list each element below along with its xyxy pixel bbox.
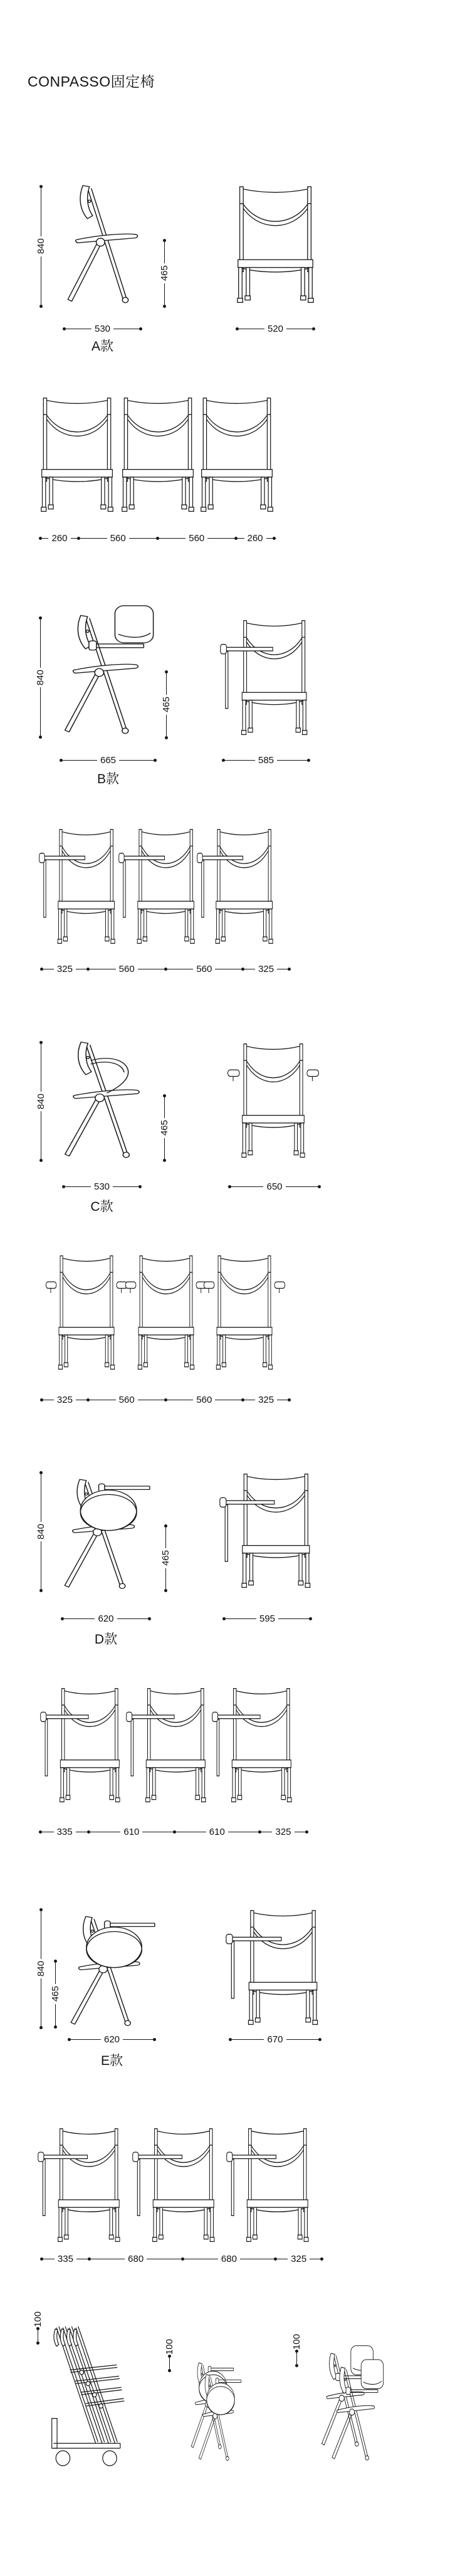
dim-line xyxy=(277,760,307,761)
dim-value: 100 xyxy=(291,2334,302,2350)
dim-dot xyxy=(36,2341,39,2345)
dim-segment xyxy=(277,2254,320,2264)
dim-row-a xyxy=(39,533,276,543)
dim-value: 335 xyxy=(56,1826,73,1837)
dim-value: 840 xyxy=(35,1523,46,1540)
dim-value: 560 xyxy=(110,532,126,544)
dim-value: 465 xyxy=(160,697,172,713)
dim-line xyxy=(71,2039,101,2040)
dim-dot xyxy=(39,1589,43,1592)
dim-seat-height-b xyxy=(161,670,171,739)
dim-row-e xyxy=(40,2254,323,2264)
row-b-chair-3 xyxy=(197,826,274,948)
dim-dot xyxy=(165,736,168,739)
dim-segment xyxy=(91,2254,181,2264)
dim-line xyxy=(80,538,107,539)
chair-a-front-view xyxy=(236,184,315,307)
dim-dot xyxy=(39,2026,43,2029)
dim-height-e xyxy=(36,1908,46,2029)
chair-d-front-view xyxy=(219,1471,312,1592)
dim-dot xyxy=(307,759,310,762)
chair-b-side-view xyxy=(60,605,156,738)
dim-line xyxy=(232,2039,264,2040)
row-d-chair-1 xyxy=(40,1686,122,1807)
dim-dot xyxy=(295,2364,298,2367)
dim-line xyxy=(296,2353,297,2364)
variant-b-label: B款 xyxy=(97,772,119,786)
chair-c-front-view xyxy=(227,1041,320,1162)
chair-c-side-view xyxy=(60,1040,144,1162)
variant-d-label: D款 xyxy=(94,1632,118,1647)
dim-line xyxy=(123,2039,153,2040)
row-b-chair-2 xyxy=(118,826,196,948)
chair-b-front-view xyxy=(220,618,309,739)
dim-segment xyxy=(244,964,288,974)
dim-dot xyxy=(138,1185,142,1188)
dim-dot xyxy=(39,736,42,739)
dim-line xyxy=(55,1963,56,1984)
chair-e-side-view xyxy=(66,1907,157,2030)
dim-value: 260 xyxy=(51,532,68,544)
dim-value: 650 xyxy=(266,1181,283,1192)
dim-height-c xyxy=(36,1041,46,1162)
dim-line xyxy=(164,283,165,305)
variant-e-label: E款 xyxy=(100,2054,123,2068)
dim-stack-nest-flat xyxy=(164,2336,174,2372)
dim-dot xyxy=(39,1159,43,1162)
dim-line xyxy=(286,2039,318,2040)
dim-seat-height-a xyxy=(159,239,169,308)
dim-line xyxy=(226,1618,256,1619)
dim-front-width-e xyxy=(229,2034,321,2044)
dim-value: 560 xyxy=(118,963,135,974)
variant-c-label: C款 xyxy=(90,1200,113,1214)
dim-line xyxy=(42,538,48,539)
stacked-chairs-trolley xyxy=(49,2320,128,2469)
dim-dot xyxy=(163,1159,166,1162)
variant-a-label: A款 xyxy=(91,339,113,354)
row-e-chair-3 xyxy=(226,2126,310,2246)
dim-dot xyxy=(139,327,142,330)
dim-stack-trolley xyxy=(33,2309,43,2345)
dim-line xyxy=(159,538,186,539)
nested-chairs-tablet-up xyxy=(307,2345,387,2467)
dim-segment xyxy=(43,2254,88,2264)
dim-line xyxy=(117,1618,148,1619)
dim-value: 595 xyxy=(259,1613,276,1624)
dim-segment xyxy=(90,964,164,974)
dim-line xyxy=(40,620,41,668)
dim-side-width-a xyxy=(63,324,142,334)
dim-line xyxy=(164,1138,165,1159)
dim-segment xyxy=(159,533,235,544)
dim-value: 665 xyxy=(100,754,117,766)
dim-line xyxy=(238,538,244,539)
dim-line xyxy=(165,1528,166,1548)
dim-seat-height-c xyxy=(159,1094,169,1162)
dim-dot xyxy=(148,1617,151,1620)
dim-value: 610 xyxy=(209,1826,225,1837)
dim-segment xyxy=(261,1827,305,1837)
dim-segment xyxy=(167,964,242,974)
dim-line xyxy=(169,2358,170,2369)
dim-height-a xyxy=(36,185,46,308)
dim-value: 465 xyxy=(159,265,170,282)
dim-dot xyxy=(320,2257,323,2261)
dim-value: 325 xyxy=(275,1826,291,1837)
row-b-chair-1 xyxy=(39,826,117,948)
dim-line xyxy=(71,538,77,539)
dim-side-width-c xyxy=(62,1181,142,1191)
dim-value: 465 xyxy=(160,1550,171,1566)
dim-value: 680 xyxy=(221,2253,237,2264)
dim-line xyxy=(65,1186,91,1187)
dim-front-width-a xyxy=(236,324,315,334)
dim-value: 560 xyxy=(196,1394,212,1405)
dim-line xyxy=(55,2004,56,2025)
dim-front-width-c xyxy=(228,1181,321,1191)
dim-line xyxy=(225,760,255,761)
dim-value: 325 xyxy=(56,1394,73,1405)
row-e-chair-2 xyxy=(132,2126,216,2246)
dim-value: 840 xyxy=(35,238,46,255)
dim-line xyxy=(266,538,273,539)
dim-dot xyxy=(318,1185,321,1188)
page-title: CONPASSO固定椅 xyxy=(28,73,155,90)
dim-line xyxy=(119,760,154,761)
dim-segment xyxy=(184,2254,274,2264)
dim-stack-nest-up xyxy=(291,2331,301,2367)
chair-a-side-view xyxy=(63,184,142,307)
dim-value: 610 xyxy=(123,1826,140,1837)
row-e-chair-1 xyxy=(38,2126,122,2246)
dim-value: 325 xyxy=(56,963,73,974)
dim-value: 840 xyxy=(34,669,46,686)
dim-line xyxy=(129,538,156,539)
dim-side-width-e xyxy=(68,2034,156,2044)
dim-value: 585 xyxy=(258,754,274,766)
dim-value: 465 xyxy=(50,1986,61,2002)
dim-value: 325 xyxy=(291,2253,307,2264)
dim-line xyxy=(166,715,167,736)
dim-side-width-d xyxy=(61,1613,151,1623)
dim-value: 560 xyxy=(118,1394,135,1405)
dim-segment xyxy=(80,533,156,544)
dim-line xyxy=(231,1186,263,1187)
dim-line xyxy=(165,1568,166,1589)
row-c-chair-2 xyxy=(125,1253,207,1374)
dim-line xyxy=(166,673,167,695)
dim-segment xyxy=(167,1395,242,1405)
dim-row-c xyxy=(40,1395,291,1405)
dim-line xyxy=(64,1618,95,1619)
dim-segment xyxy=(244,1395,288,1405)
row-a-chair-2 xyxy=(121,395,195,516)
dim-segment xyxy=(90,1827,172,1837)
dim-dot xyxy=(288,1398,291,1401)
dim-value: 325 xyxy=(258,963,274,974)
dim-value: 335 xyxy=(57,2253,73,2264)
dim-dot xyxy=(154,759,157,762)
dim-value: 530 xyxy=(93,1181,110,1192)
dim-value: 670 xyxy=(267,2034,283,2045)
dim-value: 680 xyxy=(128,2253,144,2264)
dim-value: 840 xyxy=(35,1093,46,1110)
dim-dot xyxy=(54,2025,57,2029)
dim-front-width-b xyxy=(222,755,310,765)
dim-value: 325 xyxy=(258,1394,274,1405)
dim-segment xyxy=(90,1395,164,1405)
dim-line xyxy=(164,1097,165,1118)
dim-side-width-b xyxy=(60,755,157,765)
dim-seat-height-e xyxy=(50,1960,60,2029)
dim-value: 530 xyxy=(94,323,111,334)
dim-dot xyxy=(318,2038,321,2041)
dim-line xyxy=(286,1186,318,1187)
dim-segment xyxy=(176,1827,258,1837)
dim-value: 100 xyxy=(32,2311,43,2328)
dim-dot xyxy=(309,1617,312,1620)
dim-line xyxy=(164,242,165,263)
dim-height-b xyxy=(35,616,45,739)
dim-front-width-d xyxy=(222,1613,312,1623)
dim-dot xyxy=(312,327,315,330)
row-c-chair-1 xyxy=(45,1253,128,1374)
chair-d-side-view xyxy=(60,1470,152,1593)
row-c-chair-3 xyxy=(203,1253,286,1374)
dim-dot xyxy=(39,305,43,308)
dim-value: 560 xyxy=(196,963,212,974)
dim-value: 620 xyxy=(103,2034,120,2045)
dim-value: 260 xyxy=(247,532,263,544)
dim-segment xyxy=(43,964,86,974)
row-a-chair-1 xyxy=(40,395,114,516)
dim-line xyxy=(63,760,97,761)
dim-value: 100 xyxy=(164,2339,175,2355)
row-d-chair-3 xyxy=(212,1686,293,1807)
row-d-chair-2 xyxy=(126,1686,207,1807)
dim-segment xyxy=(42,533,77,544)
dim-height-d xyxy=(36,1471,46,1592)
dim-row-d xyxy=(39,1827,308,1837)
dim-segment xyxy=(42,1827,87,1837)
dim-row-b xyxy=(40,964,291,974)
dim-line xyxy=(278,1618,309,1619)
dim-dot xyxy=(305,1830,308,1834)
dim-dot xyxy=(153,2038,156,2041)
dim-segment xyxy=(238,533,273,544)
dim-dot xyxy=(273,537,276,540)
dim-dot xyxy=(164,1589,167,1592)
dim-seat-height-d xyxy=(160,1524,170,1592)
dim-line xyxy=(40,687,41,736)
dim-value: 520 xyxy=(267,323,284,334)
dim-dot xyxy=(168,2369,171,2372)
dim-dot xyxy=(163,305,166,308)
dim-value: 840 xyxy=(35,1960,46,1977)
dim-line xyxy=(207,538,234,539)
nested-chairs-tablet-flat xyxy=(179,2355,243,2466)
dim-segment xyxy=(43,1395,86,1405)
dim-dot xyxy=(288,968,291,971)
dim-value: 560 xyxy=(189,532,205,544)
dim-value: 620 xyxy=(98,1613,114,1624)
row-a-chair-3 xyxy=(200,395,274,516)
chair-e-front-view xyxy=(226,1908,320,2029)
dim-line xyxy=(113,1186,138,1187)
dim-value: 465 xyxy=(159,1120,170,1136)
